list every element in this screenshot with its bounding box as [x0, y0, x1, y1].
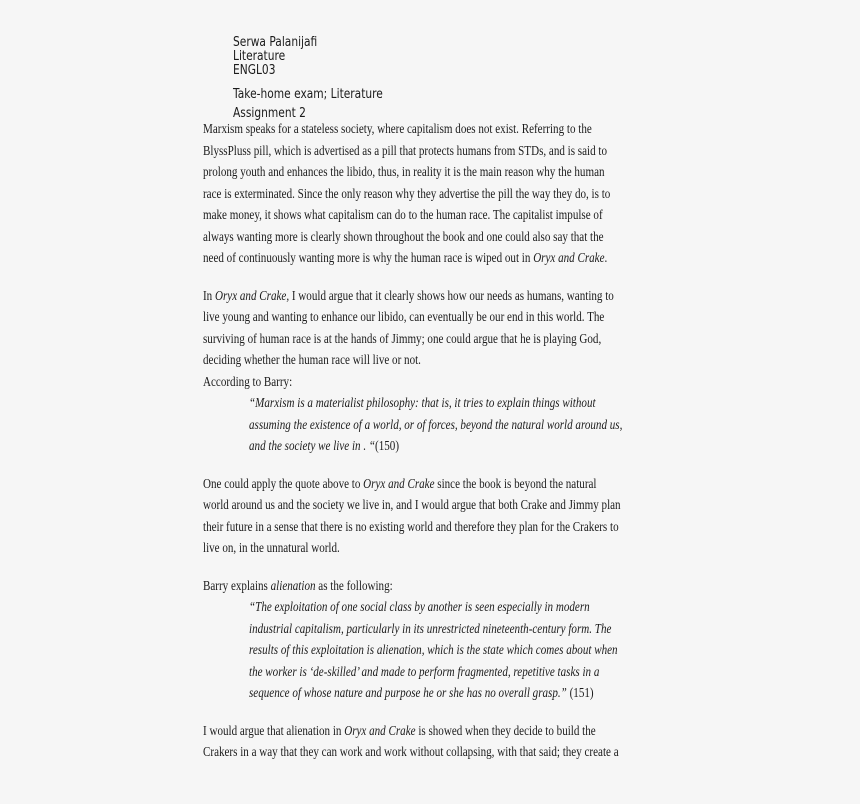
- text-line: [203, 596, 693, 618]
- text-line: [203, 161, 693, 183]
- document-body: [203, 118, 693, 763]
- text-segment: BlyssPluss pill, which is advertised as a pill that protects humans from STDs, and is said to: [203, 142, 608, 158]
- text-segment: According to Barry:: [203, 373, 293, 389]
- text-line: [203, 285, 693, 307]
- text-line: [203, 118, 693, 140]
- text-line: [203, 516, 693, 538]
- text-segment: Oryx and Crake: [344, 722, 416, 738]
- text-segment: Oryx and Crake: [533, 250, 605, 265]
- text-segment: deciding whether the human race will live or not.: [203, 352, 421, 367]
- text-line: [203, 618, 693, 640]
- text-segment: I would argue that alienation in: [203, 722, 345, 738]
- text-segment: their future in a sense that there is no existing world and therefore they plan for the Crakers to: [203, 518, 619, 534]
- text-segment: make money, it shows what capitalism can do to the human race. The capitalist impulse of: [203, 207, 603, 222]
- text-line: [203, 661, 693, 683]
- text-segment: Crakers in a way that they can work and work without collapsing, with that said; they create a: [203, 744, 619, 759]
- text-line: [203, 741, 693, 763]
- text-segment: sequence of whose nature and purpose he or she has no overall grasp.”: [249, 685, 567, 700]
- text-segment: (151): [566, 685, 594, 700]
- text-segment: One could apply the quote above to: [203, 475, 364, 491]
- text-line: [203, 720, 693, 742]
- text-line: [203, 414, 693, 436]
- text-segment: industrial capitalism, particularly in its unrestricted nineteenth-century form. The: [249, 620, 612, 636]
- paragraph: [203, 371, 693, 393]
- text-segment: the worker is ‘de-skilled’ and made to perform fragmented, repetitive tasks in a: [249, 663, 600, 679]
- text-line: [203, 306, 693, 328]
- text-segment: I would argue that it clearly shows how our needs as humans, wanting to: [289, 287, 614, 303]
- text-segment: assuming the existence of a world, or of forces, beyond the natural world around us,: [249, 416, 623, 432]
- text-line: [203, 435, 693, 457]
- text-segment: In: [203, 287, 215, 303]
- paragraph: [203, 720, 693, 763]
- text-segment: Oryx and Crake,: [214, 287, 290, 303]
- paragraph: [203, 285, 693, 371]
- text-segment: always wanting more is clearly shown throughout the book and one could also say that the: [203, 228, 604, 244]
- text-segment: “Marxism is a materialist philosophy: that is, it tries to explain things without: [249, 395, 596, 410]
- text-line: [203, 639, 693, 661]
- paragraph: [203, 575, 693, 597]
- header-course: Literature: [233, 49, 286, 64]
- blockquote: [203, 596, 693, 704]
- text-line: [203, 371, 693, 393]
- text-segment: since the book is beyond the natural: [434, 475, 597, 491]
- header-author-name: Serwa Palanijafi: [233, 35, 318, 50]
- document-header: [233, 36, 416, 121]
- text-segment: Marxism speaks for a stateless society, where capitalism does not exist. Referring to the: [203, 121, 592, 136]
- text-line: [203, 349, 693, 371]
- text-segment: is showed when they decide to build the: [415, 722, 596, 738]
- text-line: [203, 392, 693, 414]
- text-line: [203, 140, 693, 162]
- text-segment: race is exterminated. Since the only reason why they advertise the pill the way they do, is to: [203, 185, 611, 201]
- text-segment: world around us and the society we live in, and I would argue that both Crake and Jimmy plan: [203, 497, 621, 512]
- paragraph: [203, 118, 693, 269]
- text-segment: .: [604, 250, 608, 265]
- text-segment: Barry explains: [203, 577, 271, 593]
- text-line: [203, 183, 693, 205]
- header-exam-title: Take-home exam; Literature: [233, 87, 383, 102]
- text-segment: need of continuously wanting more is why the human race is wiped out in: [203, 250, 534, 265]
- text-segment: prolong youth and enhances the libido, thus, in reality it is the main reason why the human: [203, 164, 605, 179]
- text-segment: “The exploitation of one social class by another is seen especially in modern: [249, 599, 590, 614]
- text-line: [203, 473, 693, 495]
- header-assignment: Assignment 2: [233, 106, 306, 121]
- text-line: [203, 328, 693, 350]
- text-segment: live on, in the unnatural world.: [203, 540, 340, 555]
- text-segment: alienation: [270, 577, 316, 593]
- paragraph: [203, 473, 693, 559]
- text-line: [203, 682, 693, 704]
- header-course-code: ENGL03: [233, 63, 276, 78]
- text-segment: as the following:: [315, 577, 393, 593]
- text-segment: surviving of human race is at the hands of Jimmy; one could argue that he is playing God,: [203, 330, 602, 346]
- blockquote: [203, 392, 693, 457]
- text-segment: live young and wanting to enhance our libido, can eventually be our end in this world. The: [203, 309, 605, 324]
- text-segment: Oryx and Crake: [363, 475, 435, 491]
- text-segment: results of this exploitation is alienation, which is the state which comes about when: [249, 642, 618, 657]
- text-segment: and the society we live in . “: [249, 438, 376, 453]
- text-line: [203, 247, 693, 269]
- text-segment: (150): [375, 438, 400, 453]
- text-line: [203, 537, 693, 559]
- text-line: [203, 575, 693, 597]
- text-line: [203, 226, 693, 248]
- text-line: [203, 204, 693, 226]
- text-line: [203, 494, 693, 516]
